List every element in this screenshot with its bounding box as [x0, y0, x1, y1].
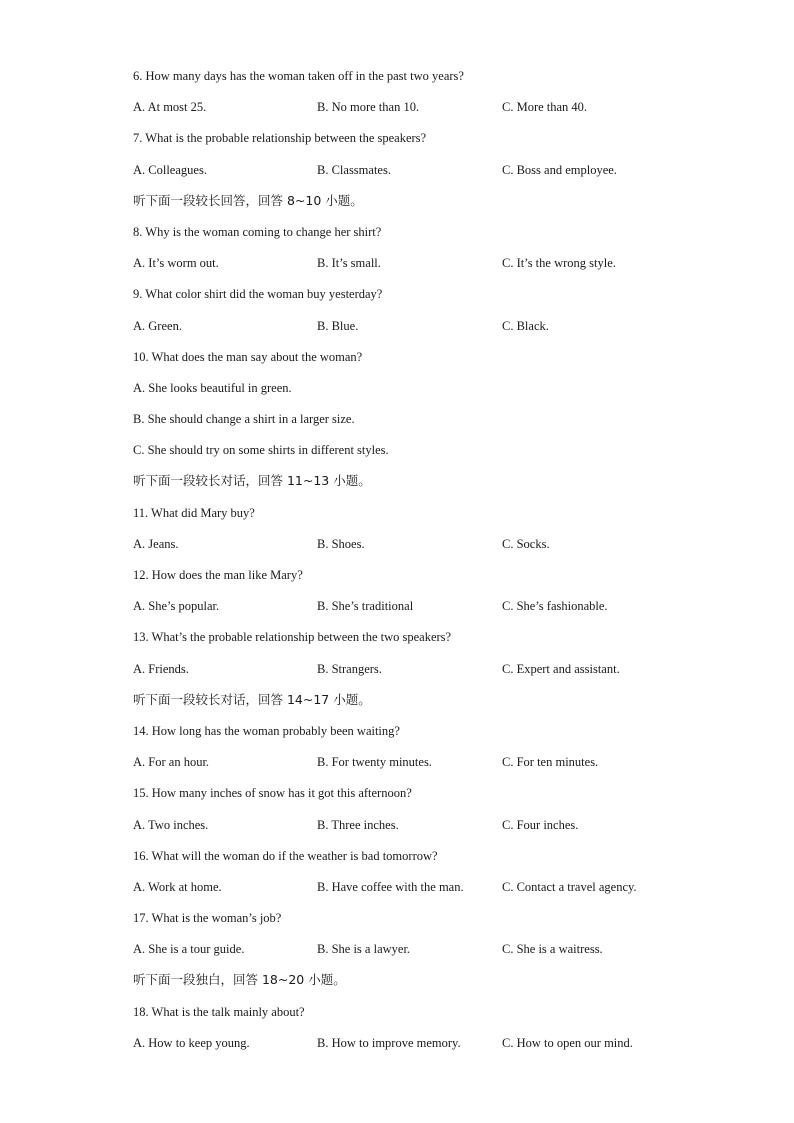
answer-options-row [133, 534, 693, 565]
answer-options-row [133, 596, 693, 627]
answer-option: C. How to open our mind. [502, 1035, 633, 1050]
question-text: 16. What will the woman do if the weather is bad tomorrow? [133, 848, 438, 863]
question-list [133, 66, 693, 1064]
question-text: 14. How long has the woman probably been waiting? [133, 723, 400, 738]
question-text: C. She should try on some shirts in different styles. [133, 443, 389, 458]
answer-option: A. She’s popular. [133, 599, 220, 614]
answer-option: C. More than 40. [502, 100, 588, 115]
answer-option: B. She’s traditional [317, 599, 414, 614]
answer-option: A. Green. [133, 318, 182, 333]
answer-option: A. Friends. [133, 661, 189, 676]
answer-options-row [133, 939, 693, 970]
answer-option: B. How to improve memory. [317, 1035, 461, 1050]
answer-option: C. She is a waitress. [502, 942, 603, 957]
answer-option: A. For an hour. [133, 755, 210, 770]
question-text: 8. Why is the woman coming to change her shirt? [133, 224, 382, 239]
answer-option: C. For ten minutes. [502, 755, 599, 770]
answer-option: C. It’s the wrong style. [502, 256, 616, 271]
section-instruction: 听下面一段独白，回答 18~20 小题。 [133, 972, 346, 988]
answer-option: C. Four inches. [502, 817, 579, 832]
answer-option: A. It’s worm out. [133, 256, 219, 271]
question-text: 6. How many days has the woman taken off in the past two years? [133, 69, 464, 83]
answer-option: A. At most 25. [133, 100, 207, 115]
answer-option: B. Blue. [317, 318, 359, 333]
answer-option: A. Jeans. [133, 536, 179, 551]
answer-options-row [133, 752, 693, 783]
answer-options-row [133, 97, 693, 128]
answer-option: A. Work at home. [133, 879, 222, 894]
question-text: 17. What is the woman’s job? [133, 911, 282, 926]
question-text: A. She looks beautiful in green. [133, 380, 292, 395]
question-text: 10. What does the man say about the woman? [133, 349, 363, 364]
answer-options-row [133, 877, 693, 908]
answer-option: A. She is a tour guide. [133, 942, 245, 957]
answer-option: B. Shoes. [317, 536, 365, 551]
answer-option: C. Socks. [502, 536, 550, 551]
answer-option: A. Two inches. [133, 817, 209, 832]
answer-option: B. For twenty minutes. [317, 755, 432, 770]
answer-option: C. Expert and assistant. [502, 661, 620, 676]
answer-option: C. Contact a travel agency. [502, 879, 637, 894]
question-text: 7. What is the probable relationship between the speakers? [133, 131, 427, 146]
answer-options-row [133, 160, 693, 191]
section-instruction: 听下面一段较长回答，回答 8~10 小题。 [133, 192, 363, 208]
answer-option: B. Strangers. [317, 661, 382, 676]
section-instruction: 听下面一段较长对话，回答 14~17 小题。 [133, 691, 371, 707]
answer-option: B. It’s small. [317, 256, 381, 271]
question-text: 15. How many inches of snow has it got this afternoon? [133, 786, 412, 801]
question-text: 11. What did Mary buy? [133, 505, 255, 520]
answer-option: C. She’s fashionable. [502, 599, 608, 614]
answer-options-row [133, 815, 693, 846]
section-instruction: 听下面一段较长对话，回答 11~13 小题。 [133, 473, 371, 489]
answer-option: B. She is a lawyer. [317, 942, 411, 957]
answer-option: B. Three inches. [317, 817, 399, 832]
answer-option: B. Classmates. [317, 162, 391, 177]
question-text: 13. What’s the probable relationship between the two speakers? [133, 630, 452, 645]
answer-options-row [133, 659, 693, 690]
answer-option: C. Boss and employee. [502, 162, 617, 177]
answer-option: C. Black. [502, 318, 549, 333]
question-text: 9. What color shirt did the woman buy yesterday? [133, 287, 383, 302]
answer-options-row [133, 316, 693, 347]
answer-option: A. How to keep young. [133, 1035, 250, 1050]
answer-option: B. No more than 10. [317, 100, 420, 115]
answer-option: B. Have coffee with the man. [317, 879, 464, 894]
question-text: 18. What is the talk mainly about? [133, 1004, 305, 1019]
question-text: B. She should change a shirt in a larger size. [133, 412, 355, 427]
answer-options-row [133, 1033, 693, 1064]
answer-option: A. Colleagues. [133, 162, 207, 177]
answer-options-row [133, 253, 693, 284]
question-text: 12. How does the man like Mary? [133, 568, 303, 582]
